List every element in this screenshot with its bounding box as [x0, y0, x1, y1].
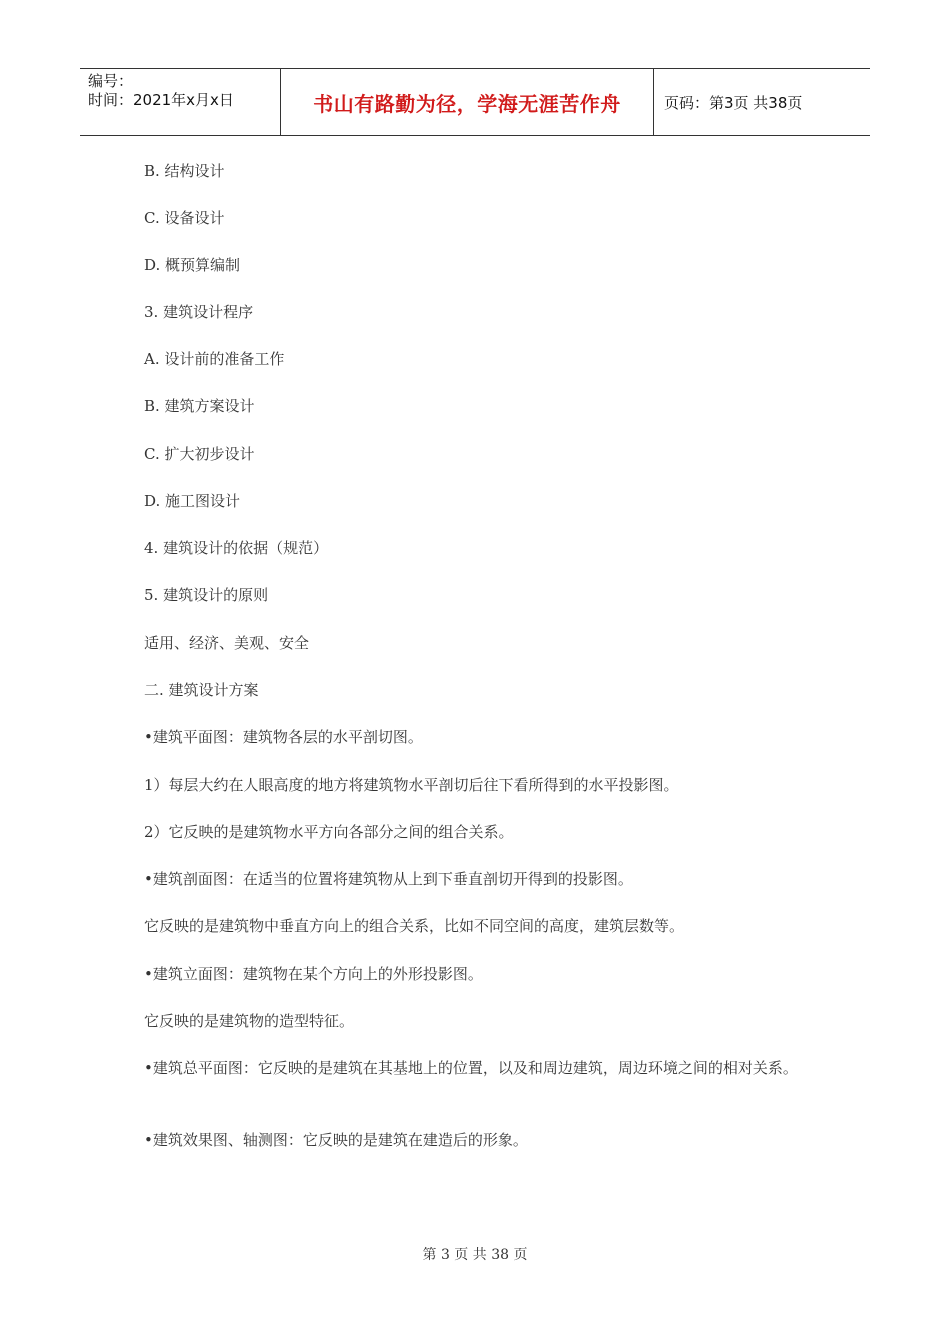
header-motto: 书山有路勤为径，学海无涯苦作舟: [313, 91, 621, 116]
procedure-item-b: B. 建筑方案设计: [144, 397, 255, 415]
section-heading-design-principles: 5. 建筑设计的原则: [144, 586, 269, 604]
procedure-item-a: A. 设计前的准备工作: [144, 350, 285, 368]
floor-plan-note-1: 1）每层大约在人眼高度的地方将建筑物水平剖切后往下看所得到的水平投影图。: [144, 776, 679, 794]
outline-item-c-equipment: C. 设备设计: [144, 209, 225, 227]
procedure-item-c: C. 扩大初步设计: [144, 445, 255, 463]
section-drawing-note: 它反映的是建筑物中垂直方向上的组合关系，比如不同空间的高度，建筑层数等。: [144, 917, 685, 935]
bullet-site-plan: •建筑总平面图：它反映的是建筑在其基地上的位置，以及和周边建筑，周边环境之间的相对关系。: [144, 1059, 798, 1077]
bullet-floor-plan: •建筑平面图：建筑物各层的水平剖切图。: [144, 728, 423, 746]
document-number-label: 编号：: [88, 72, 134, 90]
elevation-note: 它反映的是建筑物的造型特征。: [144, 1012, 355, 1030]
bullet-elevation: •建筑立面图：建筑物在某个方向上的外形投影图。: [144, 965, 483, 983]
procedure-item-d: D. 施工图设计: [144, 492, 241, 510]
header-meta: [80, 69, 281, 135]
bullet-rendering: •建筑效果图、轴测图：它反映的是建筑在建造后的形象。: [144, 1131, 528, 1149]
header-page-info: 页码：第3页 共38页: [664, 93, 803, 112]
design-principles-text: 适用、经济、美观、安全: [144, 634, 310, 652]
header-motto-cell: [281, 69, 654, 135]
section-heading-design-procedure: 3. 建筑设计程序: [144, 303, 254, 321]
page-header: [80, 68, 870, 136]
outline-item-d-budget: D. 概预算编制: [144, 256, 241, 274]
section-heading-design-basis: 4. 建筑设计的依据（规范）: [144, 539, 329, 557]
floor-plan-note-2: 2）它反映的是建筑物水平方向各部分之间的组合关系。: [144, 823, 514, 841]
bullet-section-drawing: •建筑剖面图：在适当的位置将建筑物从上到下垂直剖切开得到的投影图。: [144, 870, 633, 888]
outline-item-b-structure: B. 结构设计: [144, 162, 225, 180]
page-footer: 第 3 页 共 38 页: [422, 1247, 528, 1263]
section-heading-design-scheme: 二. 建筑设计方案: [144, 681, 259, 699]
document-date-label: 时间：2021年x月x日: [88, 91, 234, 109]
